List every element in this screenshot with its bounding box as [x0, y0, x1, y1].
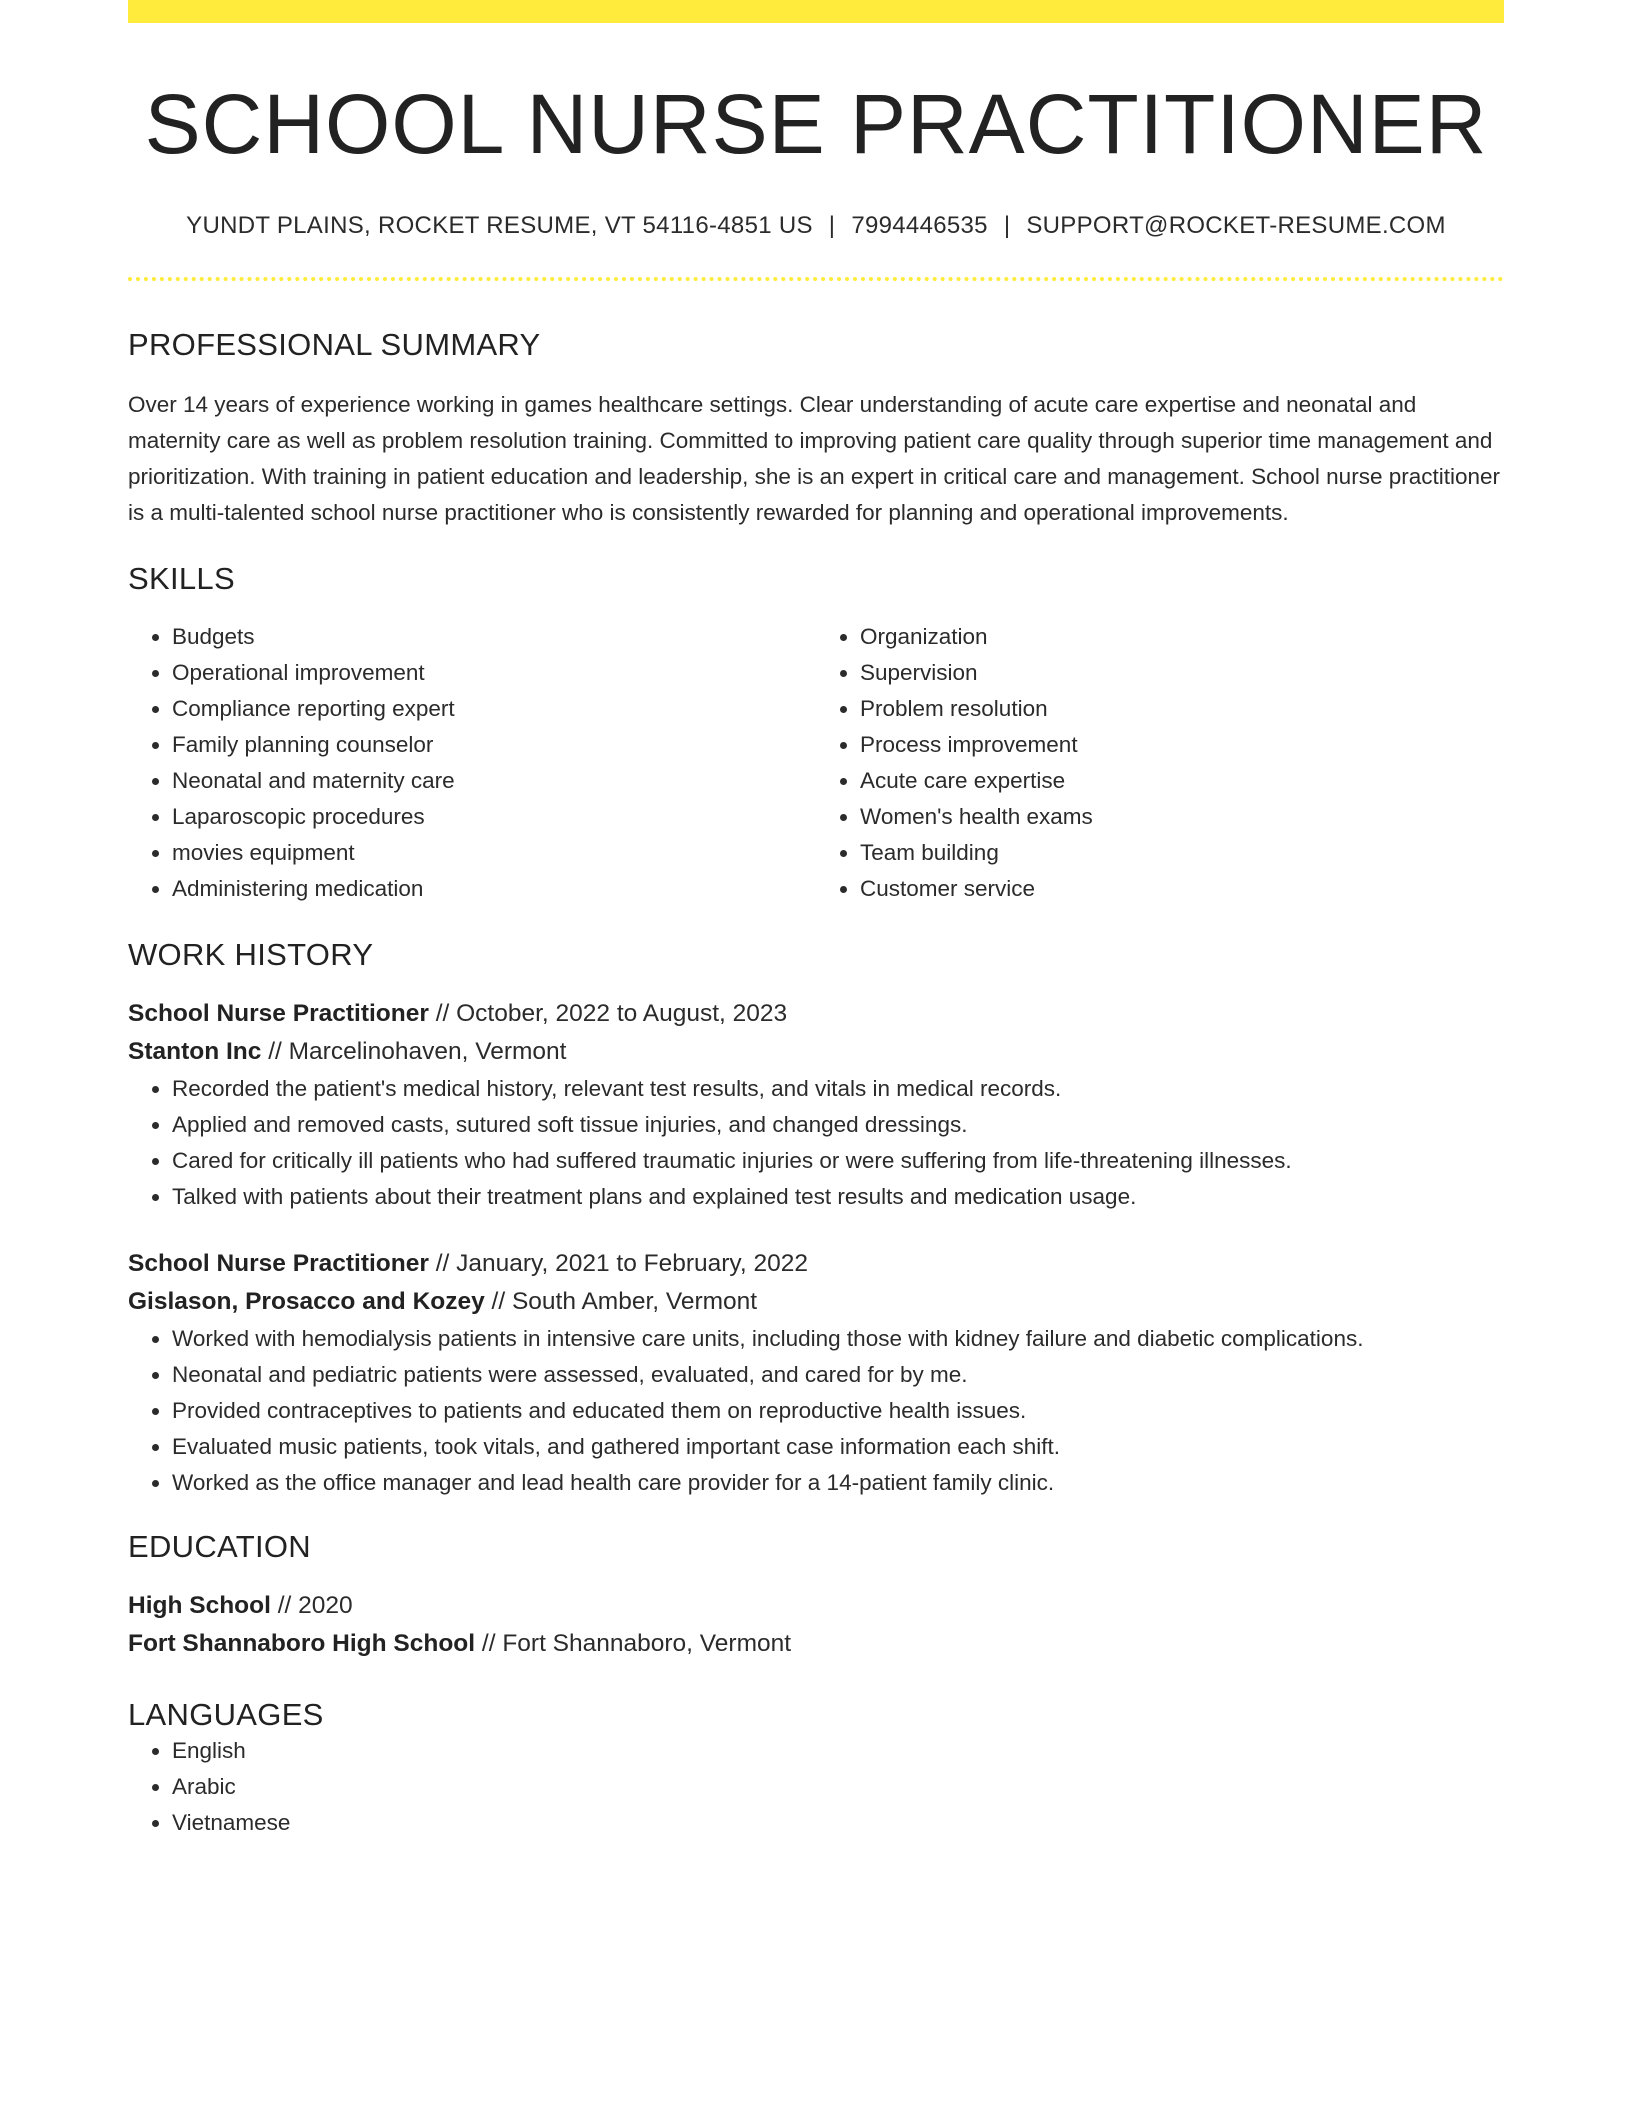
- contact-phone: 7994446535: [851, 212, 988, 240]
- skill-item: • Organization: [860, 619, 1504, 655]
- resume-page: [128, 0, 1504, 1841]
- job-company: Stanton Inc: [128, 1038, 262, 1066]
- contact-email: SUPPORT@ROCKET-RESUME.COM: [1026, 212, 1446, 240]
- header-divider: [128, 277, 1504, 281]
- contact-separator: |: [828, 212, 836, 240]
- education-degree-line: [128, 1587, 1504, 1625]
- language-item: • Arabic: [172, 1769, 1504, 1805]
- education-year: 2020: [298, 1592, 353, 1620]
- contact-separator: |: [1003, 212, 1011, 240]
- job-duty: • Cared for critically ill patients who had suffered traumatic injuries or were suffering from life-threatening illnesses.: [172, 1143, 1504, 1179]
- skill-item: • Compliance reporting expert: [172, 691, 816, 727]
- job-company: Gislason, Prosacco and Kozey: [128, 1288, 485, 1316]
- contact-address: YUNDT PLAINS, ROCKET RESUME, VT 54116-4851 US: [186, 212, 813, 240]
- skills-heading: SKILLS: [128, 561, 235, 597]
- divider: //: [261, 1038, 289, 1066]
- skill-item: • Problem resolution: [860, 691, 1504, 727]
- skill-item: • Family planning counselor: [172, 727, 816, 763]
- education-school: Fort Shannaboro High School: [128, 1630, 476, 1658]
- skill-item: • Operational improvement: [172, 655, 816, 691]
- job-duty: • Talked with patients about their treatment plans and explained test results and medication usage.: [172, 1179, 1504, 1215]
- job-duty: • Evaluated music patients, took vitals, and gathered important case information each shift.: [172, 1429, 1504, 1465]
- skills-left-column: [128, 619, 816, 907]
- skill-item: • Team building: [860, 835, 1504, 871]
- job-title-line: [128, 1245, 1504, 1283]
- education-heading: EDUCATION: [128, 1529, 311, 1565]
- job-duty: • Provided contraceptives to patients and educated them on reproductive health issues.: [172, 1393, 1504, 1429]
- divider: //: [428, 1250, 457, 1278]
- languages-list: [128, 1733, 1504, 1841]
- skill-item: • Customer service: [860, 871, 1504, 907]
- divider: //: [428, 1000, 457, 1028]
- job-dates: October, 2022 to August, 2023: [456, 1000, 788, 1028]
- skill-item: • Administering medication: [172, 871, 816, 907]
- skill-item: • Laparoscopic procedures: [172, 799, 816, 835]
- contact-line: [128, 212, 1504, 240]
- job-duty: • Recorded the patient's medical history, relevant test results, and vitals in medical records.: [172, 1071, 1504, 1107]
- skill-item: • Supervision: [860, 655, 1504, 691]
- job-duty: • Applied and removed casts, sutured soft tissue injuries, and changed dressings.: [172, 1107, 1504, 1143]
- education-school-line: [128, 1625, 1504, 1663]
- job-location: South Amber, Vermont: [511, 1288, 758, 1316]
- divider: //: [475, 1630, 503, 1658]
- skill-item: • Process improvement: [860, 727, 1504, 763]
- job-duty: • Neonatal and pediatric patients were assessed, evaluated, and cared for by me.: [172, 1357, 1504, 1393]
- language-item: • Vietnamese: [172, 1805, 1504, 1841]
- top-accent-bar: [128, 0, 1504, 23]
- skill-item: • Budgets: [172, 619, 816, 655]
- job-role: School Nurse Practitioner: [128, 1000, 429, 1028]
- language-item: • English: [172, 1733, 1504, 1769]
- skill-item: • Neonatal and maternity care: [172, 763, 816, 799]
- summary-text: Over 14 years of experience working in games healthcare settings. Clear understanding of acute care expertise and neonatal and maternity care as well as problem resolution training. Committed to improving patient care quality through superior time management and prioritization. With training in patient education and leadership, she is an expert in critical care and management. School nurse practitioner is a multi-talented school nurse practitioner who is consistently rewarded for planning and operational improvements.: [128, 392, 1501, 526]
- job-role: School Nurse Practitioner: [128, 1250, 429, 1278]
- candidate-name: SCHOOL NURSE PRACTITIONER: [144, 77, 1488, 171]
- job-company-line: [128, 1283, 1504, 1321]
- skill-item: • movies equipment: [172, 835, 816, 871]
- job-dates: January, 2021 to February, 2022: [456, 1250, 808, 1278]
- education-degree: High School: [128, 1592, 271, 1620]
- job-duty: • Worked as the office manager and lead health care provider for a 14-patient family clinic.: [172, 1465, 1504, 1501]
- divider: //: [484, 1288, 512, 1316]
- job-duties-list: [128, 1071, 1504, 1215]
- languages-heading: LANGUAGES: [128, 1697, 324, 1733]
- skill-item: • Acute care expertise: [860, 763, 1504, 799]
- job-location: Marcelinohaven, Vermont: [288, 1038, 567, 1066]
- summary-heading: PROFESSIONAL SUMMARY: [128, 327, 541, 363]
- job-duties-list: [128, 1321, 1504, 1501]
- skills-right-column: [816, 619, 1504, 907]
- job-duty: • Worked with hemodialysis patients in intensive care units, including those with kidney failure and diabetic complications.: [172, 1321, 1504, 1357]
- education-location: Fort Shannaboro, Vermont: [502, 1630, 792, 1658]
- job-title-line: [128, 995, 1504, 1033]
- skill-item: • Women's health exams: [860, 799, 1504, 835]
- job-company-line: [128, 1033, 1504, 1071]
- divider: //: [270, 1592, 299, 1620]
- work-history-heading: WORK HISTORY: [128, 937, 374, 973]
- skills-grid: [128, 619, 1504, 907]
